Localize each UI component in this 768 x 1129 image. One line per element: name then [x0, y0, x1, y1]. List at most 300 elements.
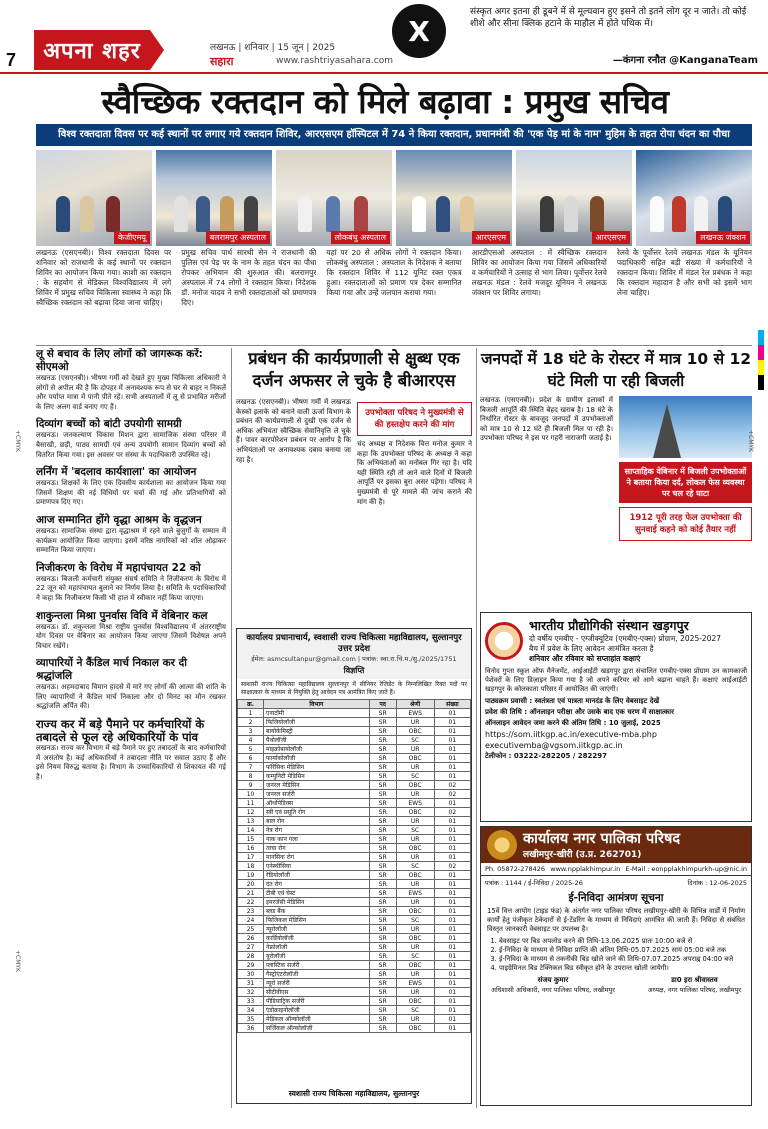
table-cell: 10 [238, 790, 264, 799]
table-cell: 01 [434, 718, 470, 727]
iit-name: भारतीय प्रौद्योगिकी संस्थान खड़गपुर [529, 618, 689, 633]
table-cell: 29 [238, 961, 264, 970]
table-cell: SR [369, 934, 396, 943]
table-row [238, 961, 471, 970]
table-cell: SR [369, 835, 396, 844]
table-cell: 28 [238, 952, 264, 961]
table-cell: 01 [434, 826, 470, 835]
masthead [0, 0, 768, 74]
table-cell: फार्माकोलॉजी [264, 754, 370, 763]
table-cell: 01 [434, 1024, 470, 1033]
nagar-title: कार्यालय नगर पालिका परिषद [523, 830, 681, 847]
table-cell: 01 [434, 979, 470, 988]
table-cell: OBC [396, 727, 434, 736]
table-cell: UR [396, 898, 434, 907]
table-row [238, 790, 471, 799]
table-row [238, 889, 471, 898]
table-cell: कम्युनिटी मेडिसिन [264, 772, 370, 781]
table-row [238, 781, 471, 790]
iit-program: दो वर्षीय एमबीए - एग्जीक्यूटिव (एमबीए-एक्स) प्रोग्राम, 2025-2027 [529, 634, 722, 643]
cmyk-mark: +CMYK [14, 430, 21, 452]
table-row [238, 1015, 471, 1024]
table-cell: गैस्ट्रोएंटरोलॉजी [264, 970, 370, 979]
table-header: संख्या [434, 700, 470, 709]
table-row [238, 799, 471, 808]
photo-caption: आरएसएम [472, 231, 511, 244]
cmyk-mark: +CMYK [14, 950, 21, 972]
table-cell: 33 [238, 997, 264, 1006]
table-cell: 01 [434, 745, 470, 754]
signatory-role: अध्यक्ष, नगर पालिका परिषद, लखीमपुर [647, 986, 741, 995]
table-cell: 34 [238, 1006, 264, 1015]
table-cell: SR [369, 997, 396, 1006]
news-body: लखनऊ (एसएनबी)। भीषण गर्मी को देखते हुए मुख्य चिकित्सा अधिकारी ने लोगों से अपील की है कि दोपहर में अनावश्यक रूप से घर से बाहर न निकलें और पर्याप्त मात्रा में पानी पीते रहें। सभी अस्पतालों में लू से प्रभावित मरीजों के लिए अलग वार्ड बनाए गए हैं। [36, 374, 226, 411]
photo-caption: लोकबंधु अस्पताल [331, 231, 391, 244]
iit-email[interactable]: executivemba@vgsom.iitkgp.ac.in [485, 740, 623, 750]
table-row [238, 808, 471, 817]
table-cell: SR [369, 1015, 396, 1024]
nagar-email[interactable]: E-Mail : eonpplakhimpurkh-up@nic.in [625, 865, 747, 873]
table-cell: SC [396, 862, 434, 871]
table-cell: SR [369, 799, 396, 808]
table-cell: 21 [238, 889, 264, 898]
news-item [36, 418, 226, 460]
table-cell: UR [396, 817, 434, 826]
table-cell: नेत्र रोग [264, 826, 370, 835]
table-row [238, 934, 471, 943]
news-body: लखनऊ। शिक्षकों के लिए एक दिवसीय कार्यशाला का आयोजन किया गया जिसमें शिक्षण की नई विधियों पर चर्चा की गई और प्रतिभागियों को प्रमाणपत्र दिए गए। [36, 479, 226, 507]
table-cell: UR [396, 853, 434, 862]
center-body-left: लखनऊ (एसएनबी)। भीषण गर्मी में लखनऊ केस्को इलाके को बनाने वाली ऊर्जा विभाग के प्रबंधन की कार्यप्रणाली से दुखी एक दर्जन से अधिक अभियंता स्वैच्छिक सेवानिवृत्ति ले चुके हैं। पावर कारपोरेशन प्रबंधन पर आरोप है कि अभियंताओं पर अनावश्यक दबाव बनाया जा रहा है। [236, 398, 351, 464]
table-cell: 01 [434, 943, 470, 952]
table-cell: SR [369, 718, 396, 727]
table-cell: 01 [434, 988, 470, 997]
table-cell: OBC [396, 871, 434, 880]
table-row [238, 835, 471, 844]
signatory-left [491, 976, 615, 994]
table-cell: SR [369, 988, 396, 997]
news-headline: आज सम्मानित होंगे वृद्धा आश्रम के वृद्धजन [36, 513, 202, 526]
table-cell: OBC [396, 1024, 434, 1033]
table-cell: SC [396, 916, 434, 925]
news-headline: राज्य कर में बड़े पैमाने पर कर्मचारियों के तबादले से फूल रहे अधिकारियों के पांव [36, 717, 205, 745]
notice-point: 3. ई-निविदा के माध्यम से तकनीकी बिड खोले जाने की तिथि-07.07.2025 अपराह्न 04:00 बजे [499, 955, 745, 964]
table-cell: 25 [238, 925, 264, 934]
table-cell: SR [369, 709, 396, 718]
college-tender [236, 628, 472, 1104]
photo-balrampur [156, 150, 272, 246]
table-cell: SR [369, 889, 396, 898]
news-body: लखनऊ। अहमदाबाद विमान हादसे में मारे गए लोगों की आत्मा की शांति के लिए व्यापारियों ने कैंडिल मार्च निकाला और दो मिनट का मौन रखकर श्रद्धांजलि अर्पित की। [36, 683, 226, 711]
table-cell: 01 [434, 727, 470, 736]
table-cell: 22 [238, 898, 264, 907]
divider [36, 345, 752, 346]
table-cell: प्लास्टिक सर्जरी [264, 961, 370, 970]
iit-emblem-icon [485, 622, 523, 660]
table-cell: SR [369, 898, 396, 907]
photo-junction [636, 150, 752, 246]
photo-caption: केजीएमयू [114, 231, 150, 244]
table-row [238, 1006, 471, 1015]
webinar-box: साप्ताहिक वेबिनार में बिजली उपभोक्ताओं ने बताया किया दर्द, लोकल फेस व्यवस्था पर चल रहे घाटा [619, 462, 752, 503]
table-cell: सीटीवीएस [264, 988, 370, 997]
table-cell: फिजिकल मेडिसिन [264, 916, 370, 925]
table-cell: SC [396, 736, 434, 745]
table-cell: मेडिकल ऑन्कोलॉजी [264, 1015, 370, 1024]
lead-column: लखनऊ (एसएनबी)। विश्व रक्तदाता दिवस पर शनिवार को राजधानी के कई स्थानों पर रक्तदान शिविर का आयोजन किया गया। काशी का रक्तदान : के सहयोग से मेडिकल विश्वविद्यालय में लगे शिविर में प्रमुख सचिव चिकित्सा स्वास्थ्य ने कहा कि स्वैच्छिक रक्तदान को बढ़ावा दिया जाना चाहिए। [36, 248, 172, 307]
table-cell: SR [369, 817, 396, 826]
website-link[interactable]: www.rashtriyasahara.com [276, 56, 394, 66]
table-cell: 23 [238, 907, 264, 916]
table-cell: 4 [238, 736, 264, 745]
center-body-right: चंद अध्यक्ष व निदेशक वित्त मनोज कुमार ने कहा कि उपभोक्ता परिषद के अध्यक्ष ने कहा कि अभियंताओं का मनोबल गिर रहा है। यदि यही स्थिति रही तो आने वाले दिनों में बिजली आपूर्ति पर इसका बुरा असर पड़ेगा। परिषद ने मुख्यमंत्री से पूरे मामले की जांच कराने की मांग की है। [357, 440, 472, 506]
right-story [480, 348, 752, 600]
table-cell: SR [369, 772, 396, 781]
table-cell: EWS [396, 889, 434, 898]
table-cell: 01 [434, 835, 470, 844]
signatory-name: संजय कुमार [537, 976, 569, 985]
table-header: क्र. [238, 700, 264, 709]
table-cell: SR [369, 880, 396, 889]
news-headline: लू से बचाव के लिए लोगों को जागरूक करें: सीएमओ [36, 348, 203, 373]
table-cell: 01 [434, 763, 470, 772]
photo-lokbandhu [276, 150, 392, 246]
table-row [238, 871, 471, 880]
table-header: विभाग [264, 700, 370, 709]
table-cell: 3 [238, 727, 264, 736]
table-cell: UR [396, 925, 434, 934]
table-cell: 2 [238, 718, 264, 727]
section-banner: अपना शहर [34, 30, 150, 70]
photo-strip [36, 150, 752, 246]
table-cell: SR [369, 754, 396, 763]
table-row [238, 979, 471, 988]
table-cell: एंडोक्राइनोलॉजी [264, 1006, 370, 1015]
news-body: लखनऊ। बिजली कर्मचारी संयुक्त संघर्ष समिति ने निजीकरण के विरोध में 22 जून को महापंचायत बुलाने का निर्णय लिया है। समिति के पदाधिकारियों ने कहा कि निजीकरण किसी भी हाल में स्वीकार नहीं किया जाएगा। [36, 574, 226, 602]
tweet-quote: संस्कृत अगर इतना ही डूबने में से मूल्यवान हुए इसने तो इतने लोग दूर न जाते। तो कोई शीशे और सीना क्लिक हटाने के माहौल में होते पथिक में। [470, 7, 747, 29]
table-cell: EWS [396, 979, 434, 988]
table-cell: UR [396, 880, 434, 889]
table-cell: 01 [434, 1006, 470, 1015]
table-cell: 01 [434, 907, 470, 916]
table-cell: जनरल सर्जरी [264, 790, 370, 799]
tender-contact: ईमेल: asmcsultanpur@gmail.com | पत्रांक: स्वा.रा.चि.म./सु./2025/1751 [251, 655, 457, 663]
table-cell: सर्जिकल ऑन्कोलॉजी [264, 1024, 370, 1033]
table-row [238, 952, 471, 961]
table-cell: 01 [434, 970, 470, 979]
iit-program-sub: बैच में प्रवेश के लिए आवेदन आमंत्रित करता है [529, 644, 654, 653]
x-logo-icon: X [392, 4, 446, 58]
table-cell: यूरोलॉजी [264, 952, 370, 961]
table-cell: 24 [238, 916, 264, 925]
table-cell: SR [369, 943, 396, 952]
table-cell: SR [369, 790, 396, 799]
table-cell: UR [396, 763, 434, 772]
table-cell: UR [396, 1015, 434, 1024]
table-cell: SR [369, 763, 396, 772]
table-row [238, 862, 471, 871]
table-cell: 02 [434, 808, 470, 817]
table-cell: 27 [238, 943, 264, 952]
news-item [36, 657, 226, 712]
table-cell: त्वचा रोग [264, 844, 370, 853]
lead-subhead: विश्व रक्तदाता दिवस पर कई स्थानों पर लगाए गये रक्तदान शिविर, आरएसएम हॉस्पिटल में 74 ने किया रक्तदान, प्रधानमंत्री की 'एक पेड़ मां के नाम' मुहिम के तहत रोपा चंदन का पौधा [36, 124, 752, 146]
table-cell: OBC [396, 907, 434, 916]
table-cell: दंत रोग [264, 880, 370, 889]
table-cell: 9 [238, 781, 264, 790]
table-cell: SR [369, 961, 396, 970]
table-cell: UR [396, 970, 434, 979]
cmyk-mark: +CMYK [747, 430, 754, 452]
news-body: लखनऊ। राज्य कर विभाग में बड़े पैमाने पर हुए तबादलों के बाद कर्मचारियों में असंतोष है। कई अधिकारियों ने तबादला नीति पर सवाल उठाए हैं और इसे नियम विरुद्ध बताया है। विभाग के उच्चाधिकारियों से शिकायत की गई है। [36, 744, 226, 781]
notice-point: 4. पाइग्रेमिनल बिड टेक्निकल बिड स्वीकृत होने के उपरान्त खोली जायेगी। [499, 964, 745, 973]
signatory-right [648, 976, 741, 994]
table-cell: 01 [434, 997, 470, 1006]
table-cell: UR [396, 745, 434, 754]
table-row [238, 736, 471, 745]
masthead-rule [0, 72, 768, 74]
news-body: लखनऊ। सामाजिक संस्था द्वारा वृद्धाश्रम में रहने वाले बुजुर्गों के सम्मान में कार्यक्रम आयोजित किया जाएगा। इसमें वरिष्ठ नागरिकों को शॉल ओढ़ाकर सम्मानित किया जाएगा। [36, 526, 226, 555]
iit-batch: शनिवार और रविवार को सप्ताहांत कक्षाएं [529, 654, 641, 663]
table-row [238, 745, 471, 754]
page-number: 7 [6, 50, 17, 70]
table-cell: 02 [434, 862, 470, 871]
table-row [238, 718, 471, 727]
table-cell: 15 [238, 835, 264, 844]
table-cell: 26 [238, 934, 264, 943]
table-cell: 19 [238, 871, 264, 880]
table-cell: 01 [434, 772, 470, 781]
table-cell: नेफ्रोलॉजी [264, 943, 370, 952]
table-cell: टीबी एवं चेस्ट [264, 889, 370, 898]
table-cell: 01 [434, 961, 470, 970]
table-cell: न्यूरोलॉजी [264, 925, 370, 934]
notice-points [481, 935, 751, 974]
table-cell: 31 [238, 979, 264, 988]
divider [476, 348, 477, 1108]
lead-column: यहां पर 20 से अधिक लोगों ने रक्तदान किया। लोकबंधु अस्पताल : अस्पताल के निदेशक ने बताया कि रक्तदान शिविर में 112 यूनिट रक्त एकत्र हुआ। रक्तदाताओं को प्रमाण पत्र देकर सम्मानित किया गया और उन्हें जलपान कराया गया। [326, 248, 462, 297]
table-row [238, 853, 471, 862]
lead-column: रेलवे के पूर्वोत्तर रेलवे लखनऊ मंडल के यूनियन पदाधिकारी सहित बड़ी संख्या में कर्मचारियों ने रक्तदान किया। शिविर में मंडल रेल प्रबंधक ने कहा कि रक्तदान महादान है और सभी को इसमें भाग लेना चाहिए। [616, 248, 753, 297]
table-cell: 30 [238, 970, 264, 979]
emblem-icon [487, 830, 517, 860]
table-cell: SC [396, 826, 434, 835]
news-item [36, 610, 226, 652]
tweet-handle: —कंगना रनौत @KanganaTeam [612, 55, 758, 66]
vacancy-table [237, 699, 471, 1033]
table-cell: EWS [396, 799, 434, 808]
table-cell: 13 [238, 817, 264, 826]
table-row [238, 754, 471, 763]
table-cell: UR [396, 718, 434, 727]
table-cell: SR [369, 907, 396, 916]
table-cell: एनेस्थीसिया [264, 862, 370, 871]
iit-phone: टेलीफोन : 03222-282205 / 282297 [485, 751, 607, 760]
table-cell: SR [369, 970, 396, 979]
table-row [238, 988, 471, 997]
table-header: पद [369, 700, 396, 709]
table-row [238, 997, 471, 1006]
news-headline: शाकुन्तला मिश्रा पुनर्वास विवि में वेबिनार कल [36, 609, 208, 622]
table-cell: SR [369, 808, 396, 817]
nagar-place: लखीमपुर-खीरी (उ.प्र. 262701) [523, 849, 642, 860]
date-line: लखनऊ | शनिवार | 15 जून | 2025 [210, 43, 336, 53]
table-cell: OBC [396, 754, 434, 763]
table-cell: EWS [396, 709, 434, 718]
lead-column: प्रमुख सचिव पार्थ सारथी सेन ने राजधानी की पुलिस एवं पेड़ पर के नाम के तहत चंदन का पौधा रोपकर अभियान की शुरुआत की। बलरामपुर अस्पताल में 74 लोगों ने रक्तदान किया। निदेशक डॉ. मनोज यादव ने सभी रक्तदाताओं को प्रमाणपत्र दिए। [181, 248, 317, 307]
nagar-palika-ad [480, 826, 752, 1106]
table-cell: SR [369, 853, 396, 862]
table-cell: SR [369, 781, 396, 790]
table-cell: जनरल मेडिसिन [264, 781, 370, 790]
news-item [36, 466, 226, 508]
table-cell: बाल रोग [264, 817, 370, 826]
center-story [236, 348, 472, 614]
table-cell: 1 [238, 709, 264, 718]
news-headline: लर्निंग में 'बदलाव कार्यशाला' का आयोजन [36, 466, 197, 479]
table-cell: 01 [434, 880, 470, 889]
news-item [36, 348, 226, 412]
table-row [238, 916, 471, 925]
power-tower-photo [619, 396, 752, 458]
helpline-note: 1912 पूरी तरह फेल उपभोक्ता की सुनवाई कहने को कोई तैयार नहीं [619, 507, 752, 541]
table-row [238, 970, 471, 979]
divider [231, 348, 232, 1108]
news-headline: व्यापारियों ने कैंडिल मार्च निकाल कर दी श्रद्धांजलि [36, 657, 187, 683]
paper-logo: सहारा [210, 55, 234, 68]
table-cell: बायोकेमिस्ट्री [264, 727, 370, 736]
table-cell: स्त्री एवं प्रसूति रोग [264, 808, 370, 817]
table-cell: न्यूरो सर्जरी [264, 979, 370, 988]
table-cell: 01 [434, 736, 470, 745]
table-cell: 01 [434, 871, 470, 880]
table-cell: 32 [238, 988, 264, 997]
table-cell: इमरजेंसी मेडिसिन [264, 898, 370, 907]
iit-eligibility: पाठ्यक्रम प्रवासी : स्वतंत्रता एवं पात्रता मानदंड के लिए वेबसाइट देखें [485, 696, 660, 705]
color-registration-bar [758, 330, 764, 390]
table-cell: पैथोलॉजी [264, 736, 370, 745]
table-cell: SR [369, 862, 396, 871]
news-headline: निजीकरण के विरोध में महापंचायत 22 को [36, 561, 201, 574]
news-body: लखनऊ। डॉ. शकुन्तला मिश्रा राष्ट्रीय पुनर्वास विश्वविद्यालय में अंतरराष्ट्रीय योग दिवस पर वेबिनार का आयोजन किया जाएगा जिसमें विशेषज्ञ अपने विचार रखेंगे। [36, 622, 226, 650]
table-cell: UR [396, 835, 434, 844]
photo-kgmu [36, 150, 152, 246]
table-cell: OBC [396, 781, 434, 790]
table-cell: 01 [434, 916, 470, 925]
photo-caption: आरएसएम [592, 231, 631, 244]
table-cell: SR [369, 925, 396, 934]
signatory-role: अधिशासी अधिकारी, नगर पालिका परिषद, लखीमपुर [491, 986, 615, 995]
table-cell: SC [396, 772, 434, 781]
table-cell: SR [369, 952, 396, 961]
notice-body: 15वें वित्त आयोग (टाइड फंड) के अंतर्गत नगर पालिका परिषद लखीमपुर-खीरी के विभिन्न वार्डों में निर्माण कार्यों हेतु पंजीकृत ठेकेदारों से ई-टेंडरिंग के माध्यम से निविदाएं आमंत्रित की जाती हैं। निविदा से संबंधित विस्तृत जानकारी वेबसाइट पर उपलब्ध है। [487, 907, 745, 934]
notice-point: 2. ई-निविदा के माध्यम से निविदा प्राप्ति की अंतिम तिथि-05.07.2025 सायं 05:00 बजे तक [499, 946, 745, 955]
table-cell: UR [396, 988, 434, 997]
left-news-column [36, 348, 226, 1108]
table-cell: UR [396, 790, 434, 799]
pull-quote: उपभोक्ता परिषद ने मुख्यमंत्री से की हस्तक्षेप करने की मांग [357, 402, 472, 436]
table-cell: SR [369, 745, 396, 754]
table-cell: मानसिक रोग [264, 853, 370, 862]
right-headline: जनपदों में 18 घंटे के रोस्टर में मात्र 10 से 12 घंटे मिली पा रही बिजली [480, 350, 752, 390]
table-row [238, 844, 471, 853]
right-body-left: लखनऊ (एसएनबी)। प्रदेश के ग्रामीण इलाकों में बिजली आपूर्ति की स्थिति बेहद खराब है। 18 घंटे के निर्धारित रोस्टर के बावजूद जनपदों में उपभोक्ताओं को मात्र 10 से 12 घंटे ही बिजली मिल पा रही है। उपभोक्ता परिषद ने इस पर गहरी नाराजगी जताई है। [480, 396, 613, 443]
table-cell: SR [369, 727, 396, 736]
table-cell: SR [369, 736, 396, 745]
table-cell: 01 [434, 754, 470, 763]
table-row [238, 1024, 471, 1033]
table-cell: 14 [238, 826, 264, 835]
news-body: लखनऊ। जनकल्याण विकास मिशन द्वारा सामाजिक संस्था परिसर में बैसाखी, छड़ी, पाठ्य सामग्री एवं अन्य उपयोगी सामान दिव्यांग बच्चों को वितरित किया गया। इस अवसर पर संस्था के पदाधिकारी उपस्थित रहे। [36, 431, 226, 459]
photo-caption: बलरामपुर अस्पताल [206, 231, 270, 244]
table-cell: ब्लड बैंक [264, 907, 370, 916]
table-cell: SC [396, 1006, 434, 1015]
table-cell: 01 [434, 925, 470, 934]
table-cell: 02 [434, 781, 470, 790]
table-cell: 01 [434, 709, 470, 718]
table-row [238, 709, 471, 718]
tender-footer: स्वशासी राज्य चिकित्सा महाविद्यालय, सुल्तानपुर [288, 1089, 420, 1098]
table-row [238, 772, 471, 781]
table-cell: UR [396, 943, 434, 952]
table-cell: 6 [238, 754, 264, 763]
notice-point: 1. बेवसाइट पर बिड अपलोड करने की तिथि-13.06.2025 प्रातः 10:00 बजे से [499, 937, 745, 946]
photo-rsm-2 [516, 150, 632, 246]
table-cell: 16 [238, 844, 264, 853]
table-cell: SR [369, 826, 396, 835]
nagar-phone: Ph. 05872-278426 [485, 865, 546, 873]
tender-intro: स्वशासी राज्य चिकित्सा महाविद्यालय सुल्तानपुर में सीनियर रेजिडेंट के निम्नलिखित रिक्त पदों पर साक्षात्कार के माध्यम से नियुक्ति हेतु आवेदन पत्र आमंत्रित किए जाते हैं। [241, 681, 467, 696]
news-item [36, 562, 226, 604]
table-cell: एनाटॉमी [264, 709, 370, 718]
table-cell: 17 [238, 853, 264, 862]
table-cell: 12 [238, 808, 264, 817]
table-cell: SR [369, 844, 396, 853]
table-cell: SR [369, 979, 396, 988]
table-cell: OBC [396, 961, 434, 970]
table-cell: 18 [238, 862, 264, 871]
table-cell: फिजियोलॉजी [264, 718, 370, 727]
table-row [238, 826, 471, 835]
nagar-ref-no: पत्रांक : 1144 / ई-निविदा / 2025-26 [485, 879, 583, 887]
nagar-web[interactable]: www.npplakhimpur.in [550, 865, 621, 873]
table-cell: 01 [434, 844, 470, 853]
table-cell: ऑर्थोपेडिक्स [264, 799, 370, 808]
nagar-ref-date: दिनांक : 12-06-2025 [687, 879, 747, 887]
table-cell: OBC [396, 997, 434, 1006]
table-cell: 01 [434, 952, 470, 961]
table-cell: 36 [238, 1024, 264, 1033]
tender-title: विज्ञप्ति [343, 666, 365, 675]
table-cell: 01 [434, 889, 470, 898]
table-cell: 01 [434, 817, 470, 826]
notice-title: ई-निविदा आमंत्रण सूचना [568, 892, 664, 904]
iit-link[interactable]: https://som.iitkgp.ac.in/executive-mba.php [485, 729, 657, 739]
table-cell: SC [396, 952, 434, 961]
table-row [238, 763, 471, 772]
table-cell: 02 [434, 790, 470, 799]
table-cell: माइक्रोबायोलॉजी [264, 745, 370, 754]
table-header: श्रेणी [396, 700, 434, 709]
table-cell: 8 [238, 772, 264, 781]
table-cell: OBC [396, 844, 434, 853]
news-headline: दिव्यांग बच्चों को बांटी उपयोगी सामग्री [36, 418, 182, 431]
table-cell: SR [369, 916, 396, 925]
photo-caption: लखनऊ जंक्शन [696, 231, 750, 244]
lead-headline: स्वैच्छिक रक्तदान को मिले बढ़ावा : प्रमुख सचिव [101, 82, 669, 121]
table-cell: 01 [434, 934, 470, 943]
table-cell: कार्डियोलॉजी [264, 934, 370, 943]
